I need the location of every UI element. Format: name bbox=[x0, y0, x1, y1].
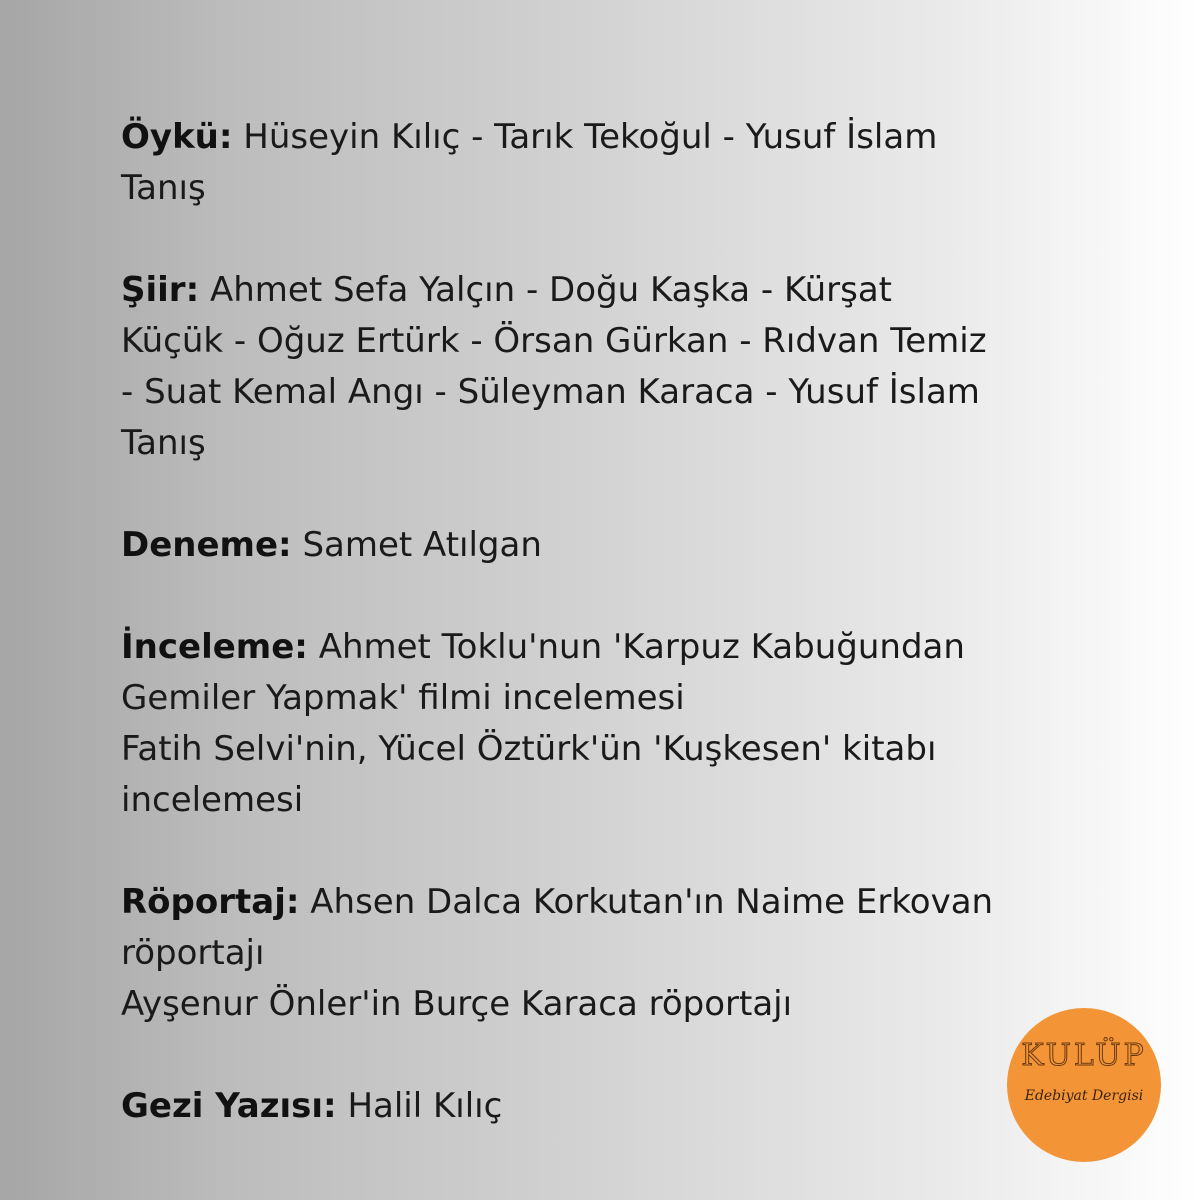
section-line: - Suat Kemal Angı - Süleyman Karaca - Yusuf İslam bbox=[121, 372, 980, 412]
section-line: röportajı bbox=[121, 933, 265, 973]
section-label: Şiir: bbox=[121, 270, 200, 310]
section-label: İnceleme: bbox=[121, 627, 308, 667]
section-text: Hüseyin Kılıç - Tarık Tekoğul - Yusuf İslam bbox=[243, 117, 938, 157]
section-inceleme bbox=[121, 622, 1101, 826]
section-line bbox=[121, 520, 1101, 571]
section-label: Röportaj: bbox=[121, 882, 300, 922]
section-text: Samet Atılgan bbox=[302, 525, 542, 565]
section-siir bbox=[121, 265, 1101, 469]
section-line: Küçük - Oğuz Ertürk - Örsan Gürkan - Rıdvan Temiz bbox=[121, 321, 987, 361]
section-deneme bbox=[121, 520, 1101, 571]
logo-title: KULÜP bbox=[1021, 1038, 1147, 1073]
section-roportaj bbox=[121, 877, 1101, 1030]
section-text: Ahmet Sefa Yalçın - Doğu Kaşka - Kürşat bbox=[209, 270, 893, 310]
section-text: Halil Kılıç bbox=[347, 1086, 503, 1126]
section-line: Tanış bbox=[121, 168, 206, 208]
section-line bbox=[121, 265, 1101, 316]
section-oyku bbox=[121, 112, 1101, 214]
section-line bbox=[121, 1081, 1101, 1132]
section-line: Tanış bbox=[121, 423, 206, 463]
contents-list bbox=[121, 112, 1101, 1183]
section-label: Deneme: bbox=[121, 525, 292, 565]
section-line bbox=[121, 877, 1101, 928]
section-label: Öykü: bbox=[121, 117, 233, 157]
section-line: Fatih Selvi'nin, Yücel Öztürk'ün 'Kuşkesen' kitabı bbox=[121, 729, 937, 769]
kulup-logo-icon bbox=[1007, 1008, 1161, 1162]
section-label: Gezi Yazısı: bbox=[121, 1086, 337, 1126]
section-text: Ahsen Dalca Korkutan'ın Naime Erkovan bbox=[310, 882, 994, 922]
section-line bbox=[121, 112, 1101, 163]
section-gezi bbox=[121, 1081, 1101, 1132]
section-text: Ahmet Toklu'nun 'Karpuz Kabuğundan bbox=[318, 627, 965, 667]
section-line: Ayşenur Önler'in Burçe Karaca röportajı bbox=[121, 984, 793, 1024]
section-line: Gemiler Yapmak' filmi incelemesi bbox=[121, 678, 685, 718]
section-line bbox=[121, 622, 1101, 673]
section-line: incelemesi bbox=[121, 780, 304, 820]
logo-subtitle: Edebiyat Dergisi bbox=[1024, 1088, 1144, 1104]
